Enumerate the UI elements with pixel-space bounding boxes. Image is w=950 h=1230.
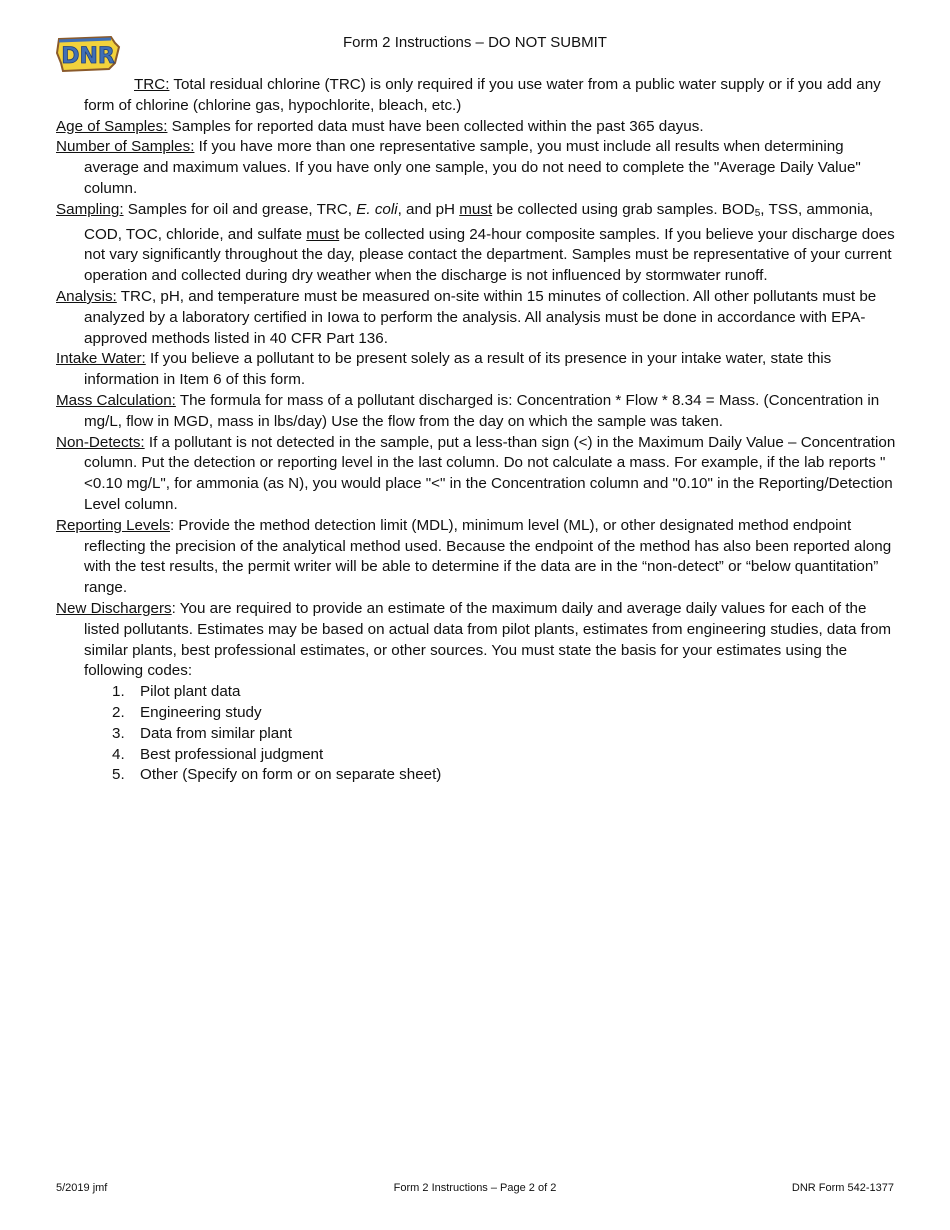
paragraph-non-detects (56, 433, 896, 516)
paragraph-mass-calculation (56, 391, 896, 433)
text-sampling-4: , TSS, ammonia, COD, TOC, chloride, and sulfate (84, 200, 874, 243)
paragraph-analysis (56, 287, 896, 349)
text-age-of-samples: Samples for reported data must have been collected within the past 365 dayus. (167, 117, 704, 135)
term-non-detects: Non-Detects: (56, 433, 145, 451)
list-item (56, 682, 896, 703)
text-sampling-2: , and pH (397, 200, 460, 218)
text-new-dischargers: : You are required to provide an estimate of the maximum daily and average daily values for each of the listed pollutants. Estimates may be based on actual data from pilot plants, estimates from engineering studies, data from similar plants, best professional estimates, or other sources. You must state the basis for your estimates using the following codes: (84, 599, 892, 680)
text-ecoli: E. coli (356, 200, 398, 218)
list-item-label: Other (Specify on form or on separate sheet) (140, 766, 442, 784)
list-item-label: Pilot plant data (140, 683, 241, 701)
text-number-of-samples: If you have more than one representative sample, you must include all results when determining average and maximum values. If you have only one sample, you do not need to complete the "Average Daily Value" column. (84, 138, 861, 197)
term-sampling: Sampling: (56, 200, 124, 218)
text-intake-water: If you believe a pollutant to be present solely as a result of its presence in your intake water, state this information in Item 6 of this form. (84, 350, 832, 389)
list-item-label: Data from similar plant (140, 724, 292, 742)
page-title: Form 2 Instructions – DO NOT SUBMIT (343, 34, 607, 51)
text-must-1: must (459, 200, 493, 218)
term-analysis: Analysis: (56, 287, 117, 305)
list-item-label: Best professional judgment (140, 745, 324, 763)
term-age-of-samples: Age of Samples: (56, 117, 168, 135)
list-item-number: 4. (112, 745, 125, 763)
paragraph-intake-water (56, 349, 896, 391)
term-number-of-samples: Number of Samples: (56, 138, 195, 156)
text-sampling-5: be collected using 24-hour composite samples. If you believe your discharge does not vary significantly throughout the day, please contact the department. Samples must be representative of your current operation and collected during dry weather when the discharge is not influenced by stormwater runoff. (84, 225, 895, 285)
text-bod-subscript: 5 (754, 207, 761, 219)
paragraph-age-of-samples (56, 117, 896, 138)
list-item (56, 745, 896, 766)
term-trc: TRC: (134, 76, 170, 93)
list-item-number: 3. (112, 724, 125, 742)
list-item-number: 1. (112, 683, 125, 701)
footer-form-number: DNR Form 542-1377 (791, 1182, 894, 1194)
text-analysis: TRC, pH, and temperature must be measured on-site within 15 minutes of collection. All other pollutants must be analyzed by a laboratory certified in Iowa to perform the analysis. All analysis must be done in accordance with EPA-approved methods listed in 40 CFR Part 136. (84, 287, 877, 347)
text-reporting-levels: : Provide the method detection limit (MDL), minimum level (ML), or other designated method endpoint reflecting the precision of the analytical method used. Because the endpoint of the method has also been reported along with the test results, the permit writer will be able to determine if the data are in the “non-detect” or “below quantitation” range. (84, 516, 892, 597)
svg-text:DNR: DNR (61, 44, 115, 69)
paragraph-reporting-levels (56, 516, 896, 599)
footer-page-number: Form 2 Instructions – Page 2 of 2 (393, 1182, 557, 1194)
text-non-detects: If a pollutant is not detected in the sample, put a less-than sign (<) in the Maximum Daily Value – Concentration column. Put the detection or reporting level in the last column. Do not calculate a mass. For example, if the lab reports "<0.10 mg/L", for ammonia (as N), you would place "<" in the Concentration column and "0.10" in the Reporting/Detection Level column. (84, 433, 896, 513)
paragraph-trc (56, 75, 896, 117)
instructions-body (56, 75, 896, 786)
list-item (56, 724, 896, 745)
paragraph-new-dischargers (56, 599, 896, 682)
list-item (56, 703, 896, 724)
text-trc: Total residual chlorine (TRC) is only required if you use water from a public water supply or if you add any form of chlorine (chlorine gas, hypochlorite, bleach, etc.) (84, 76, 881, 114)
text-mass-calculation: The formula for mass of a pollutant discharged is: Concentration * Flow * 8.34 = Mass. (Concentration in mg/L, flow in MGD, mass in lbs/day) Use the flow from the day on which the sample was taken. (84, 391, 880, 430)
term-intake-water: Intake Water: (56, 350, 146, 368)
list-item (56, 765, 896, 786)
list-item-number: 2. (112, 703, 125, 721)
estimate-codes-list (56, 682, 896, 786)
paragraph-number-of-samples (56, 137, 896, 199)
term-mass-calculation: Mass Calculation: (56, 391, 176, 409)
text-sampling-1: Samples for oil and grease, TRC, (123, 200, 357, 218)
list-item-number: 5. (112, 766, 125, 784)
text-sampling-3: be collected using grab samples. BOD (492, 200, 755, 218)
term-reporting-levels: Reporting Levels (56, 516, 170, 534)
term-new-dischargers: New Dischargers (56, 599, 172, 617)
footer-date: 5/2019 jmf (56, 1182, 108, 1194)
paragraph-sampling (56, 200, 896, 287)
text-must-2: must (306, 225, 340, 243)
list-item-label: Engineering study (140, 703, 262, 721)
